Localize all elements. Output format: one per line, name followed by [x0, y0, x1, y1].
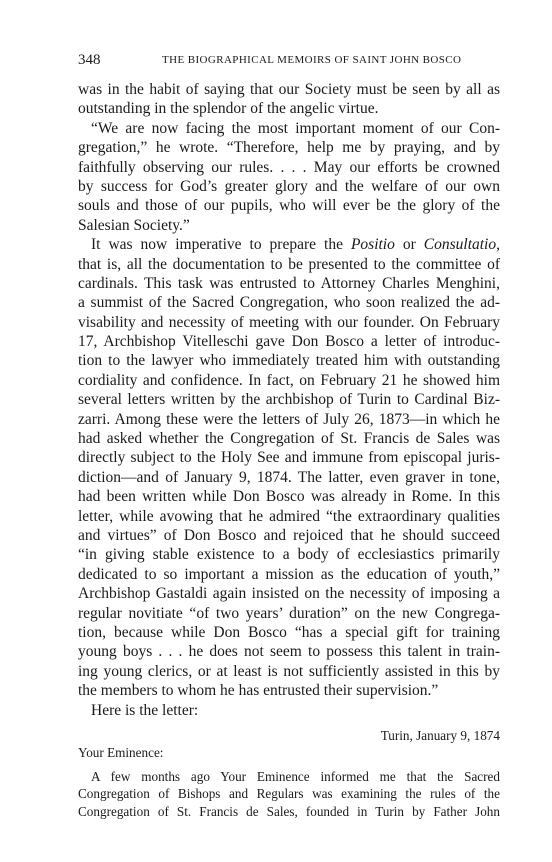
text-line: young boys . . . he does not seem to possess this talent in train- — [78, 643, 500, 661]
letter-line: A few months ago Your Eminence informed me that the Sacred — [91, 768, 500, 784]
letter-line: Congregation of Bishops and Regulars was examining the rules of the — [78, 786, 500, 802]
italic-term-positio: Positio — [350, 236, 395, 254]
text-line: by success for God’s greater glory and the welfare of our own — [78, 177, 500, 195]
text-line: zarri. Among these were the letters of July 26, 1873—in which he — [78, 410, 500, 428]
text-line: Here is the letter: — [91, 701, 199, 719]
text-line: regular novitiate “of two years’ duration” on the new Congrega- — [78, 604, 500, 622]
text-line: that is, all the documentation to be presented to the committee of — [78, 255, 500, 273]
text-line: tion, because while Don Bosco “has a special gift for training — [78, 623, 500, 641]
text-line: had asked whether the Congregation of St. Francis de Sales was — [78, 430, 500, 448]
letter-salutation: Your Eminence: — [78, 745, 164, 761]
spacer — [78, 720, 500, 727]
body-text — [78, 80, 500, 820]
letter-line: Congregation of St. Francis de Sales, founded in Turin by Father John — [78, 803, 500, 819]
text-line: faithfully observing our rules. . . . May our efforts be crowned — [78, 158, 500, 176]
text-run: or — [394, 236, 424, 254]
text-line: several letters written by the archbishop of Turin to Cardinal Biz- — [78, 391, 500, 409]
text-line: had been written while Don Bosco was already in Rome. In this — [78, 488, 500, 506]
text-line: a summist of the Sacred Congregation, who soon realized the ad- — [78, 294, 500, 312]
quoted-letter — [78, 727, 500, 821]
text-line: 17, Archbishop Vitelleschi gave Don Bosco a letter of introduc- — [78, 333, 500, 351]
text-line: outstanding in the splendor of the angelic virtue. — [78, 100, 379, 118]
text-line: “We are now facing the most important moment of our Con- — [91, 119, 500, 137]
text-line: the members to whom he has entrusted their supervision.” — [78, 682, 439, 700]
letter-dateline: Turin, January 9, 1874 — [380, 727, 500, 743]
page-number: 348 — [78, 52, 101, 68]
text-line: cardinals. This task was entrusted to Attorney Charles Menghini, — [78, 274, 500, 292]
text-line: directly subject to the Holy See and immune from episcopal juris- — [78, 449, 500, 467]
text-line: Archbishop Gastaldi again insisted on the necessity of imposing a — [78, 585, 500, 603]
running-head: THE BIOGRAPHICAL MEMOIRS OF SAINT JOHN BOSCO — [162, 54, 462, 66]
text-line: letter, while avowing that he admired “the extraordinary qualities — [78, 507, 500, 525]
text-line: gregation,” he wrote. “Therefore, help me by praying, and by — [78, 139, 500, 157]
text-line: “in giving stable existence to a body of ecclesiastics primarily — [78, 546, 500, 564]
text-line: visability and necessity of meeting with our founder. On February — [78, 313, 500, 331]
text-line: diction—and of January 9, 1874. The latter, even graver in tone, — [78, 468, 500, 486]
text-line: ing young clerics, or at least is not sufficiently assisted in this by — [78, 662, 500, 680]
text-line: cordiality and confidence. In fact, on February 21 he showed him — [78, 371, 500, 389]
page-header — [78, 52, 500, 68]
text-line-positio — [78, 235, 500, 254]
text-line: Salesian Society.” — [78, 216, 190, 234]
text-line: tion to the lawyer who immediately treated him with outstanding — [78, 352, 500, 370]
text-line: and virtues” of Don Bosco and rejoiced that he should succeed — [78, 526, 500, 544]
text-line: was in the habit of saying that our Society must be seen by all as — [78, 81, 500, 98]
text-line: souls and those of our pupils, who will ever be the glory of the — [78, 197, 500, 215]
text-run: It was now imperative to prepare the — [91, 236, 351, 254]
italic-term-consultatio: Consultatio, — [423, 236, 500, 254]
text-line: dedicated to so important a mission as the education of youth,” — [78, 565, 500, 583]
